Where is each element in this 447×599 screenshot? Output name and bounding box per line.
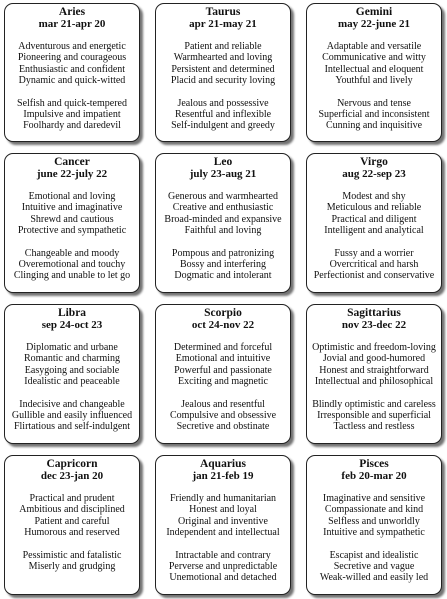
negative-traits xyxy=(5,98,139,132)
trait-line: Youthful and lively xyxy=(335,75,413,87)
sign-card-aries xyxy=(4,3,140,142)
trait-line: Bossy and interfering xyxy=(179,259,267,271)
negative-traits xyxy=(156,399,290,433)
trait-line: Pompous and patronizing xyxy=(171,247,275,259)
positive-traits xyxy=(156,342,290,388)
trait-line: Overcritical and harsh xyxy=(329,259,419,271)
sign-dates: aug 22-sep 23 xyxy=(342,168,406,180)
trait-line: Compassionate and kind xyxy=(324,504,424,516)
sign-name: Virgo xyxy=(360,156,388,168)
trait-line: Compulsive and obsessive xyxy=(169,410,277,422)
negative-traits xyxy=(307,550,441,584)
sign-dates: feb 20-mar 20 xyxy=(341,470,407,482)
trait-line: Escapist and idealistic xyxy=(329,549,419,561)
trait-line: Practical and prudent xyxy=(29,493,115,504)
sign-dates: apr 21-may 21 xyxy=(189,18,257,30)
trait-line: Imaginative and sensitive xyxy=(322,493,426,504)
trait-line: Exciting and magnetic xyxy=(178,376,268,388)
trait-line: Intellectual and eloquent xyxy=(324,63,424,75)
trait-line: Jealous and resentful xyxy=(181,398,265,410)
sign-dates: june 22-july 22 xyxy=(36,168,108,180)
trait-line: Jovial and good-humored xyxy=(322,353,426,365)
trait-line: Secretive and obstinate xyxy=(176,421,270,433)
trait-line: Superficial and inconsistent xyxy=(318,109,430,121)
sign-name: Pisces xyxy=(359,458,389,470)
trait-line: Ambitious and disciplined xyxy=(19,504,125,516)
trait-line: Easygoing and sociable xyxy=(24,364,120,376)
sign-name: Taurus xyxy=(205,6,241,18)
sign-dates: dec 23-jan 20 xyxy=(40,470,104,482)
trait-line: Powerful and passionate xyxy=(174,364,272,376)
negative-traits xyxy=(307,248,441,282)
negative-traits xyxy=(307,399,441,433)
sign-name: Gemini xyxy=(355,6,393,18)
sign-name: Libra xyxy=(57,307,87,319)
sign-card-taurus xyxy=(155,3,291,142)
trait-line: Miserly and grudging xyxy=(28,561,116,573)
trait-line: Tactless and restless xyxy=(333,421,415,433)
positive-traits xyxy=(307,41,441,87)
trait-line: Modest and shy xyxy=(342,191,406,202)
trait-line: Weak-willed and easily led xyxy=(319,572,429,584)
sign-name: Aries xyxy=(58,6,86,18)
trait-line: Practical and diligent xyxy=(331,213,417,225)
trait-line: Adventurous and energetic xyxy=(18,41,126,52)
sign-card-pisces xyxy=(306,455,442,595)
sign-card-capricorn xyxy=(4,455,140,595)
sign-dates: jan 21-feb 19 xyxy=(192,470,254,482)
trait-line: Blindly optimistic and careless xyxy=(312,398,436,410)
sign-dates: oct 24-nov 22 xyxy=(191,319,255,331)
trait-line: Gullible and easily influenced xyxy=(11,410,133,422)
trait-line: Foolhardy and daredevil xyxy=(23,120,121,132)
positive-traits xyxy=(5,342,139,388)
trait-line: Patient and careful xyxy=(34,515,110,527)
trait-line: Determined and forceful xyxy=(173,342,273,353)
sign-dates: mar 21-apr 20 xyxy=(38,18,106,30)
trait-line: Jealous and possessive xyxy=(177,97,269,109)
trait-line: Humorous and reserved xyxy=(24,527,120,539)
trait-line: Flirtatious and self-indulgent xyxy=(13,421,131,433)
trait-line: Perfectionist and conservative xyxy=(313,270,435,282)
trait-line: Fussy and a worrier xyxy=(334,247,414,259)
trait-line: Optimistic and freedom-loving xyxy=(312,342,436,353)
trait-line: Indecisive and changeable xyxy=(19,398,125,410)
trait-line: Intuitive and imaginative xyxy=(21,202,123,214)
trait-line: Clinging and unable to let go xyxy=(13,270,131,282)
trait-line: Creative and enthusiastic xyxy=(172,202,274,214)
trait-line: Romantic and charming xyxy=(23,353,121,365)
negative-traits xyxy=(156,550,290,584)
trait-line: Meticulous and reliable xyxy=(326,202,422,214)
positive-traits xyxy=(156,191,290,237)
positive-traits xyxy=(307,191,441,237)
trait-line: Nervous and tense xyxy=(337,97,411,109)
trait-line: Unemotional and detached xyxy=(169,572,277,584)
sign-name: Cancer xyxy=(54,156,90,168)
trait-line: Selfish and quick-tempered xyxy=(17,97,127,109)
trait-line: Perverse and unpredictable xyxy=(168,561,278,573)
negative-traits xyxy=(307,98,441,132)
trait-line: Irresponsible and superficial xyxy=(317,410,431,422)
sign-name: Scorpio xyxy=(204,307,242,319)
sign-name: Capricorn xyxy=(46,458,98,470)
trait-line: Enthusiastic and confident xyxy=(18,63,126,75)
trait-line: Emotional and loving xyxy=(28,191,116,202)
trait-line: Intellectual and philosophical xyxy=(314,376,434,388)
trait-line: Selfless and unworldly xyxy=(328,515,420,527)
positive-traits xyxy=(156,493,290,539)
trait-line: Dynamic and quick-witted xyxy=(18,75,126,87)
trait-line: Friendly and humanitarian xyxy=(169,493,277,504)
trait-line: Emotional and intuitive xyxy=(175,353,271,365)
trait-line: Resentful and inflexible xyxy=(174,109,272,121)
positive-traits xyxy=(307,493,441,539)
trait-line: Persistent and determined xyxy=(171,63,275,75)
negative-traits xyxy=(156,248,290,282)
trait-line: Protective and sympathetic xyxy=(17,225,127,237)
positive-traits xyxy=(156,41,290,87)
trait-line: Overemotional and touchy xyxy=(18,259,126,271)
trait-line: Secretive and vague xyxy=(333,561,415,573)
trait-line: Pessimistic and fatalistic xyxy=(22,549,122,561)
positive-traits xyxy=(5,191,139,237)
trait-line: Warmhearted and loving xyxy=(173,52,273,64)
sign-card-sagittarius xyxy=(306,304,442,444)
sign-card-gemini xyxy=(306,3,442,142)
sign-dates: nov 23-dec 22 xyxy=(341,319,407,331)
sign-card-libra xyxy=(4,304,140,444)
trait-line: Broad-minded and expansive xyxy=(164,213,282,225)
trait-line: Independent and intellectual xyxy=(166,527,280,539)
positive-traits xyxy=(5,493,139,539)
trait-line: Idealistic and peaceable xyxy=(24,376,120,388)
trait-line: Cunning and inquisitive xyxy=(325,120,423,132)
trait-line: Faithful and loving xyxy=(184,225,262,237)
trait-line: Pioneering and courageous xyxy=(17,52,127,64)
negative-traits xyxy=(5,248,139,282)
trait-line: Adaptable and versatile xyxy=(326,41,422,52)
trait-line: Shrewd and cautious xyxy=(30,213,114,225)
sign-name: Leo xyxy=(213,156,233,168)
positive-traits xyxy=(5,41,139,87)
trait-line: Intelligent and analytical xyxy=(324,225,424,237)
sign-dates: may 22-june 21 xyxy=(337,18,411,30)
sign-name: Aquarius xyxy=(199,458,247,470)
trait-line: Changeable and moody xyxy=(24,247,120,259)
trait-line: Dogmatic and intolerant xyxy=(174,270,272,282)
trait-line: Intuitive and sympathetic xyxy=(323,527,425,539)
sign-card-scorpio xyxy=(155,304,291,444)
sign-card-cancer xyxy=(4,153,140,293)
trait-line: Generous and warmhearted xyxy=(168,191,278,202)
sign-dates: july 23-aug 21 xyxy=(189,168,257,180)
trait-line: Impulsive and impatient xyxy=(23,109,121,121)
trait-line: Intractable and contrary xyxy=(175,549,271,561)
positive-traits xyxy=(307,342,441,388)
negative-traits xyxy=(5,550,139,573)
sign-dates: sep 24-oct 23 xyxy=(41,319,103,331)
trait-line: Patient and reliable xyxy=(184,41,262,52)
trait-line: Original and inventive xyxy=(178,515,268,527)
sign-card-leo xyxy=(155,153,291,293)
negative-traits xyxy=(5,399,139,433)
trait-line: Diplomatic and urbane xyxy=(26,342,118,353)
sign-name: Sagittarius xyxy=(347,307,401,319)
trait-line: Placid and security loving xyxy=(170,75,276,87)
negative-traits xyxy=(156,98,290,132)
sign-card-aquarius xyxy=(155,455,291,595)
trait-line: Self-indulgent and greedy xyxy=(171,120,275,132)
trait-line: Honest and straightforward xyxy=(319,364,429,376)
trait-line: Communicative and witty xyxy=(322,52,426,64)
trait-line: Honest and loyal xyxy=(189,504,257,516)
sign-card-virgo xyxy=(306,153,442,293)
